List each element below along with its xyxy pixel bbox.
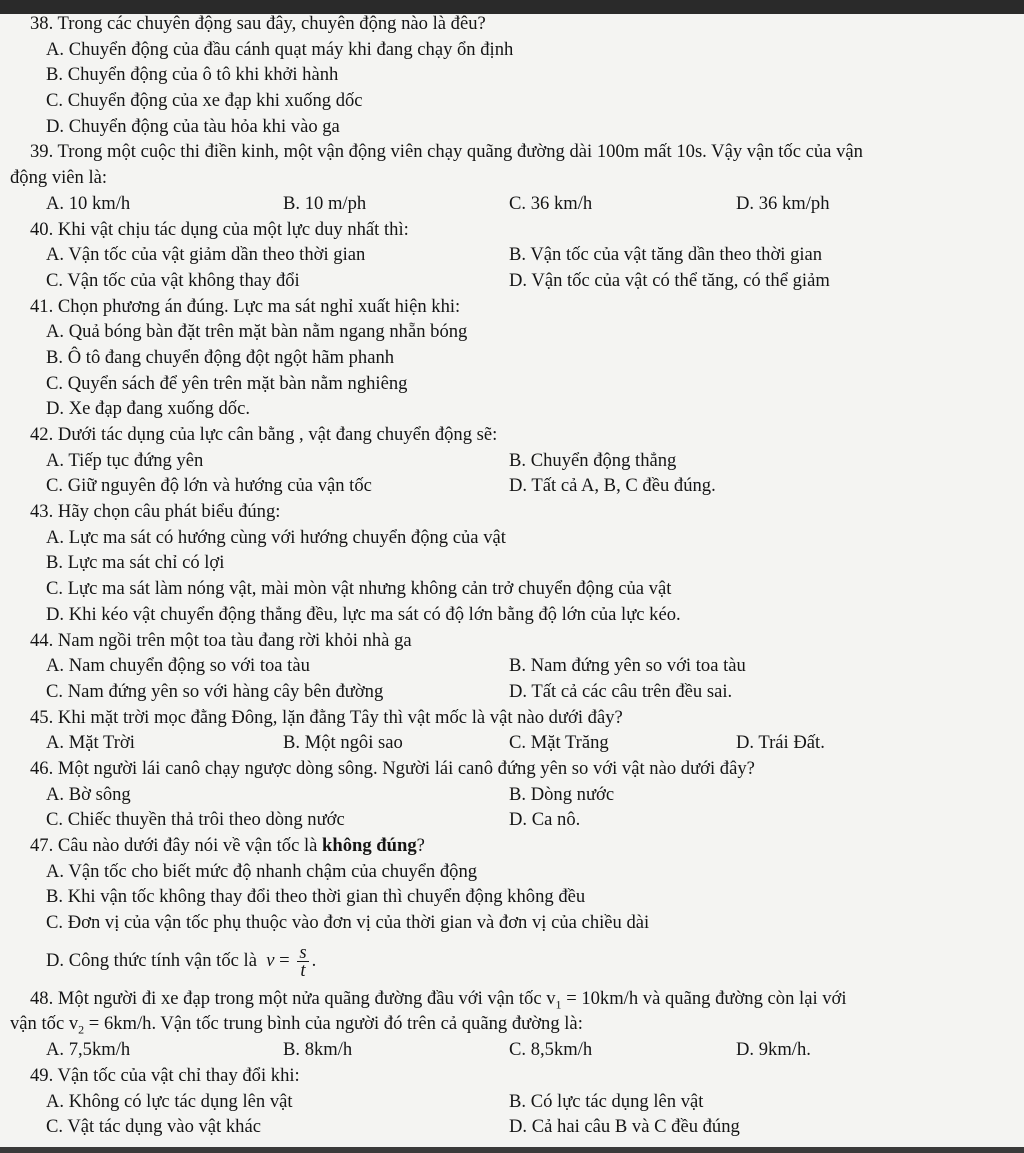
q41-option-c: C. Quyển sách để yên trên mặt bàn nằm nghiêng xyxy=(46,372,408,394)
q48-option-b: B. 8km/h xyxy=(283,1039,353,1061)
q44-option-c: C. Nam đứng yên so với hàng cây bên đường xyxy=(46,680,384,702)
q42-option-a: A. Tiếp tục đứng yên xyxy=(46,449,204,471)
q42-option-d: D. Tất cả A, B, C đều đúng. xyxy=(509,475,716,497)
q42-option-c: C. Giữ nguyên độ lớn và hướng của vận tốc xyxy=(46,475,372,497)
q49-option-d: D. Cả hai câu B và C đều đúng xyxy=(509,1116,740,1138)
q48-stem-text: 48. Một người đi xe đạp trong một nửa quãng đường đầu với vận tốc v xyxy=(30,987,556,1009)
q47-option-d xyxy=(0,936,1024,986)
q45-options xyxy=(0,730,1024,756)
q48-options xyxy=(0,1037,1024,1063)
q45-option-d: D. Trái Đất. xyxy=(736,732,825,754)
question-38-stem: 38. Trong các chuyên động sau đây, chuyên động nào là đêu? xyxy=(30,13,486,34)
bottom-dark-bar xyxy=(0,1147,1024,1153)
question-44-stem: 44. Nam ngồi trên một toa tàu đang rời khỏi nhà ga xyxy=(30,629,412,651)
question-45-stem: 45. Khi mặt trời mọc đằng Đông, lặn đằng Tây thì vật mốc là vật nào dưới đây? xyxy=(30,706,623,728)
q46-option-d: D. Ca nô. xyxy=(509,809,581,831)
q39-option-d: D. 36 km/ph xyxy=(736,192,830,214)
question-48-stem-cont xyxy=(0,1011,1024,1037)
q42-option-b: B. Chuyển động thẳng xyxy=(509,449,677,471)
formula-fraction xyxy=(297,941,308,981)
q48-stem-mid: = 10km/h và quãng đường còn lại với xyxy=(561,987,847,1009)
formula-equals: = xyxy=(274,949,295,971)
q44-options-row1 xyxy=(0,653,1024,679)
question-40-stem: 40. Khi vật chịu tác dụng của một lực duy nhất thì: xyxy=(30,218,409,240)
q45-option-c: C. Mặt Trăng xyxy=(509,732,609,754)
q44-option-a: A. Nam chuyển động so với toa tàu xyxy=(46,655,310,677)
q46-option-c: C. Chiếc thuyền thả trôi theo dòng nước xyxy=(46,809,345,831)
q43-option-b: B. Lực ma sát chỉ có lợi xyxy=(46,552,225,574)
q46-option-a: A. Bờ sông xyxy=(46,783,131,805)
exam-page xyxy=(0,11,1024,1140)
q40-option-b: B. Vận tốc của vật tăng dần theo thời gian xyxy=(509,244,823,266)
q46-option-b: B. Dòng nước xyxy=(509,783,615,805)
q47-option-d-text: D. Công thức tính vận tốc là xyxy=(46,949,257,971)
q47-stem-end: ? xyxy=(416,835,425,856)
q40-option-a: A. Vận tốc của vật giảm dần theo thời gian xyxy=(46,244,366,266)
question-47-stem xyxy=(0,833,1024,859)
q47-stem-text: 47. Câu nào dưới đây nói về vận tốc là xyxy=(30,835,323,856)
question-46-stem: 46. Một người lái canô chạy ngược dòng sông. Người lái canô đứng yên so với vật nào dưới đây? xyxy=(30,757,755,779)
q39-option-b: B. 10 m/ph xyxy=(283,192,367,214)
q47-stem-emphasis: không đúng xyxy=(322,835,417,856)
q47-option-a: A. Vận tốc cho biết mức độ nhanh chậm của chuyển động xyxy=(46,860,478,882)
q41-option-b: B. Ô tô đang chuyển động đột ngột hãm phanh xyxy=(46,346,395,368)
q41-option-d: D. Xe đạp đang xuống dốc. xyxy=(46,398,250,420)
formula-denominator: t xyxy=(300,959,306,981)
q49-option-b: B. Có lực tác dụng lên vật xyxy=(509,1090,704,1112)
question-39-stem: 39. Trong một cuộc thi điền kinh, một vận động viên chạy quãng đường dài 100m mất 10s. Vậy vận tốc của vận xyxy=(30,141,863,163)
q44-option-d: D. Tất cả các câu trên đều sai. xyxy=(509,680,733,702)
q49-option-a: A. Không có lực tác dụng lên vật xyxy=(46,1090,293,1112)
q49-options-row1 xyxy=(0,1089,1024,1115)
q47-option-b: B. Khi vận tốc không thay đổi theo thời gian thì chuyển động không đều xyxy=(46,886,586,908)
q38-option-c: C. Chuyển động của xe đạp khi xuống dốc xyxy=(46,90,363,112)
q38-option-a: A. Chuyển động của đầu cánh quạt máy khi đang chạy ổn định xyxy=(46,38,514,60)
q45-option-a: A. Mặt Trời xyxy=(46,732,135,754)
formula-end: . xyxy=(311,949,317,971)
question-49-stem: 49. Vận tốc của vật chỉ thay đổi khi: xyxy=(30,1064,300,1086)
question-48-stem xyxy=(0,986,1024,1012)
q44-options-row2 xyxy=(0,679,1024,705)
q48-stem2-end: = 6km/h. Vận tốc trung bình của người đó trên cả quãng đường là: xyxy=(84,1013,583,1035)
q48-sub-2: 2 xyxy=(78,1023,85,1038)
q39-option-c: C. 36 km/h xyxy=(509,192,593,214)
q43-option-a: A. Lực ma sát có hướng cùng với hướng chuyển động của vật xyxy=(46,526,506,548)
q43-option-c: C. Lực ma sát làm nóng vật, mài mòn vật nhưng không cản trở chuyển động của vật xyxy=(46,578,672,600)
q46-options-row1 xyxy=(0,782,1024,808)
formula-v: v xyxy=(266,949,275,971)
q49-options-row2 xyxy=(0,1114,1024,1140)
q40-options-row1 xyxy=(0,242,1024,268)
q48-option-a: A. 7,5km/h xyxy=(46,1039,131,1061)
q44-option-b: B. Nam đứng yên so với toa tàu xyxy=(509,655,746,677)
q45-option-b: B. Một ngôi sao xyxy=(283,732,403,754)
q41-option-a: A. Quả bóng bàn đặt trên mặt bàn nằm ngang nhẵn bóng xyxy=(46,321,468,343)
q48-option-c: C. 8,5km/h xyxy=(509,1039,593,1061)
q46-options-row2 xyxy=(0,807,1024,833)
formula-numerator: s xyxy=(299,941,307,963)
q42-options-row2 xyxy=(0,473,1024,499)
question-41-stem: 41. Chọn phương án đúng. Lực ma sát nghỉ xuất hiện khi: xyxy=(30,295,461,317)
q38-option-b: B. Chuyển động của ô tô khi khởi hành xyxy=(46,64,339,86)
q40-option-d: D. Vận tốc của vật có thể tăng, có thể giảm xyxy=(509,269,830,291)
q48-stem2-text: vận tốc v xyxy=(10,1013,79,1035)
q43-option-d: D. Khi kéo vật chuyển động thẳng đều, lực ma sát có độ lớn bằng độ lớn của lực kéo. xyxy=(46,603,681,625)
q38-option-d: D. Chuyển động của tàu hỏa khi vào ga xyxy=(46,115,340,137)
q39-option-a: A. 10 km/h xyxy=(46,192,131,214)
q42-options-row1 xyxy=(0,448,1024,474)
question-42-stem: 42. Dưới tác dụng của lực cân bằng , vật đang chuyển động sẽ: xyxy=(30,424,498,445)
q48-sub-1: 1 xyxy=(555,997,562,1012)
q48-option-d: D. 9km/h. xyxy=(736,1039,811,1061)
q47-option-c: C. Đơn vị của vận tốc phụ thuộc vào đơn vị của thời gian và đơn vị của chiều dài xyxy=(46,912,650,934)
q49-option-c: C. Vật tác dụng vào vật khác xyxy=(46,1116,261,1138)
question-43-stem: 43. Hãy chọn câu phát biểu đúng: xyxy=(30,501,281,523)
q40-option-c: C. Vận tốc của vật không thay đổi xyxy=(46,269,300,291)
question-39-stem-cont: động viên là: xyxy=(10,167,108,189)
q40-options-row2 xyxy=(0,268,1024,294)
q39-options xyxy=(0,191,1024,217)
